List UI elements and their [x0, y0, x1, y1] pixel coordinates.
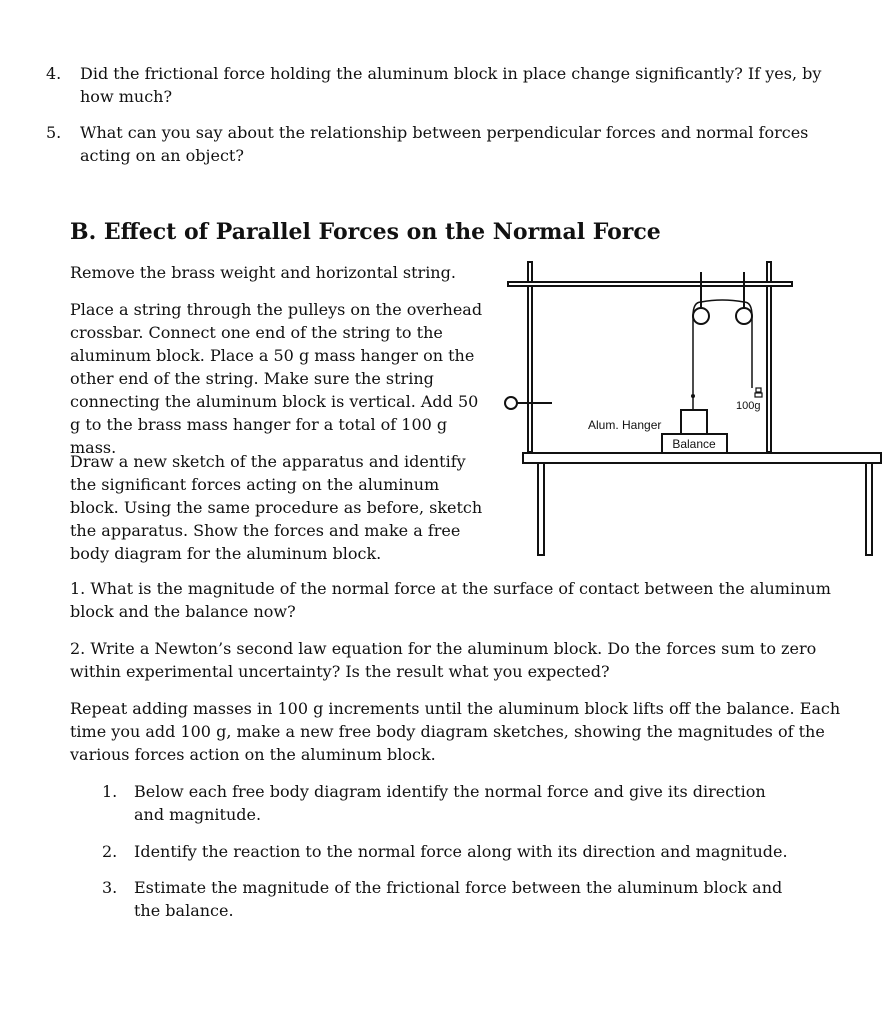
list-item-3: [102, 876, 802, 922]
right-post: [767, 262, 771, 452]
list-item-2: [102, 840, 802, 863]
balance-label: Balance: [672, 437, 716, 451]
question-text: Did the frictional force holding the aluminum block in place change significantly? If yes, by how much?: [80, 64, 822, 106]
question-text: What can you say about the relationship between perpendicular forces and normal forces acting on an object?: [80, 123, 809, 165]
table-top: [523, 453, 881, 463]
section-heading: B. Effect of Parallel Forces on the Normal Force: [70, 219, 661, 245]
pulley-right: [736, 308, 752, 324]
table-leg: [866, 463, 872, 555]
list-number: 2.: [102, 842, 118, 861]
left-post: [528, 262, 532, 452]
list-number: 1.: [102, 782, 118, 801]
question-paragraph: 1. What is the magnitude of the normal force at the surface of contact between the aluminum block and the balance now?: [70, 579, 831, 621]
question-4: [46, 62, 846, 108]
list-number: 3.: [102, 878, 118, 897]
clamp-knob: [505, 397, 517, 409]
crossbar: [508, 282, 792, 286]
list-item-1: [102, 780, 802, 826]
aluminum-block: [681, 410, 707, 434]
instruction-paragraph: Draw a new sketch of the apparatus and identify the significant forces acting on the aluminum block. Using the same procedure as before, sketch the apparatus. Show the forces and make a free body diagram for the aluminum block.: [70, 452, 483, 563]
question-5: [46, 121, 856, 167]
mass-hook: [756, 388, 761, 392]
instruction-paragraph: Repeat adding masses in 100 g increments until the aluminum block lifts off the balance. Each time you add 100 g, make a new free body diagram sketches, showing the magnitudes of the various forces action on the aluminum block.: [70, 699, 841, 764]
pulley-left: [693, 308, 709, 324]
mass-hanger: [755, 393, 762, 397]
instruction-paragraph: Remove the brass weight and horizontal string.: [70, 263, 456, 282]
list-text: Identify the reaction to the normal force along with its direction and magnitude.: [134, 842, 788, 861]
list-text: Below each free body diagram identify the normal force and give its direction and magnitude.: [134, 782, 766, 824]
question-paragraph: 2. Write a Newton’s second law equation for the aluminum block. Do the forces sum to zero within experimental uncertainty? Is the result what you expected?: [70, 639, 817, 681]
hanger-label: Alum. Hanger: [588, 418, 662, 432]
instruction-paragraph: Place a string through the pulleys on the overhead crossbar. Connect one end of the string to the aluminum block. Place a 50 g mass hanger on the other end of the string. Make sure the string connecting the aluminum block is vertical. Add 50 g to the brass mass hanger for a total of 100 g mass.: [70, 300, 483, 457]
list-text: Estimate the magnitude of the frictional force between the aluminum block and the balance.: [134, 878, 783, 920]
question-number: 4.: [46, 64, 62, 83]
table-leg: [538, 463, 544, 555]
question-number: 5.: [46, 123, 62, 142]
apparatus-diagram: [500, 258, 885, 562]
mass-label: 100g: [736, 400, 761, 412]
